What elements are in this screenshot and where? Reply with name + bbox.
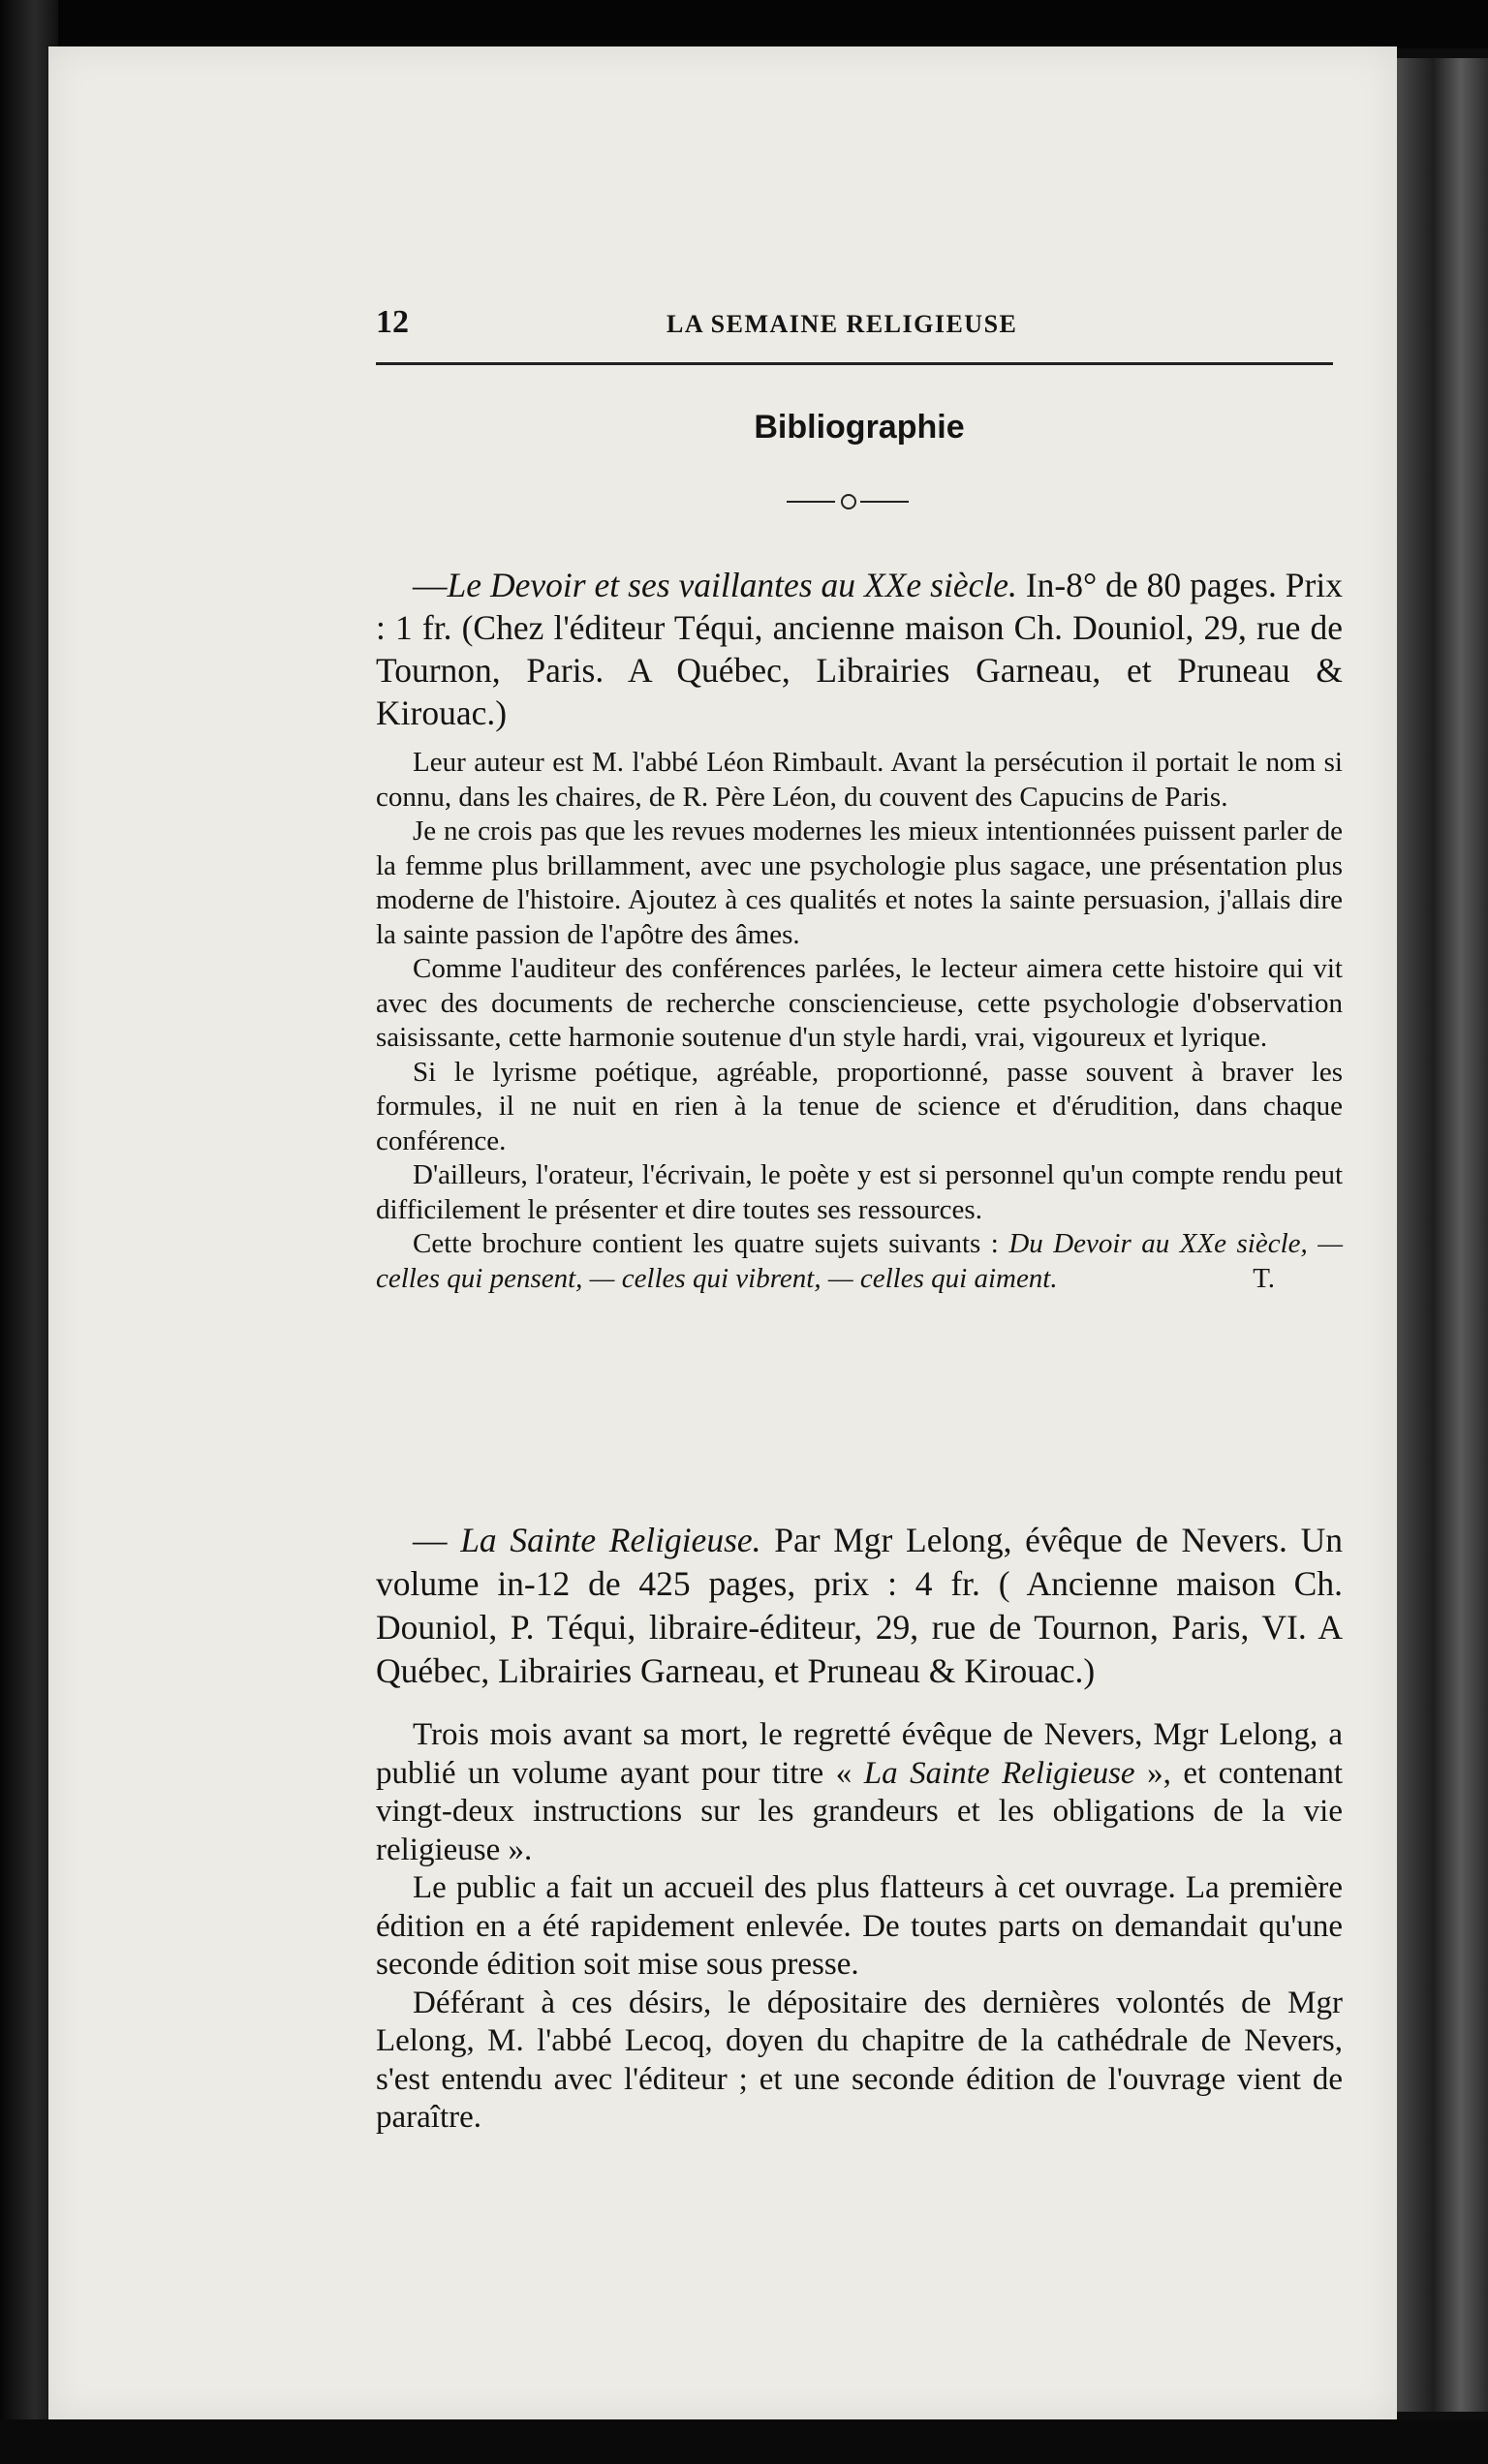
- review-2-paragraph: [376, 1716, 1343, 1869]
- page-number: 12: [376, 304, 409, 340]
- review-1-paragraph: Leur auteur est M. l'abbé Léon Rimbault. Avant la persécution il portait le nom si connu, dans les chaires, de R. Père Léon, du couvent des Capucins de Paris.: [376, 747, 1343, 813]
- entry-dash: —: [413, 566, 448, 604]
- ornament-line-right: [860, 501, 909, 503]
- review-2: [376, 1716, 1343, 2138]
- book-title-2: La Sainte Religieuse.: [460, 1521, 761, 1559]
- review-2-paragraph: Déférant à ces désirs, le dépositaire des dernières volontés de Mgr Lelong, M. l'abbé Lecoq, doyen du chapitre de la cathédrale de Nevers, s'est entendu avec l'éditeur ; et une seconde édition de l'ouvrage vient de paraître.: [376, 1985, 1343, 2135]
- scan-bottom-border: [0, 2419, 1488, 2464]
- book-details-2: Par Mgr Lelong, évêque de Nevers. Un volume in-12 de 425 pages, prix : 4 fr. ( Ancienne maison Ch. Douniol, P. Téqui, libraire-éditeur, 29, rue de Tournon, Paris, VI. A Québec, Librairies Garneau, et Pruneau & Kirouac.): [376, 1521, 1343, 1690]
- review-1-paragraph: Comme l'auditeur des conférences parlées, le lecteur aimera cette histoire qui vit avec des documents de recherche consciencieuse, cette psychologie d'observation saisissante, cette harmonie soutenue d'un style hardi, vrai, vigoureux et lyrique.: [376, 953, 1343, 1053]
- book-entry-1-citation: [376, 564, 1343, 734]
- book-entry-2: [376, 1519, 1343, 1693]
- journal-title: LA SEMAINE RELIGIEUSE: [666, 310, 1018, 338]
- review-2-title: La Sainte Religieuse: [863, 1755, 1135, 1791]
- book-details-1: In-8° de 80 pages. Prix : 1 fr. (Chez l'éditeur Téqui, ancienne maison Ch. Douniol, 29, rue de Tournon, Paris. A Québec, Librairies Garneau, et Pruneau & Kirouac.): [376, 566, 1343, 732]
- header-rule: [376, 362, 1333, 365]
- running-head: [376, 304, 1343, 343]
- review-1: [376, 746, 1343, 1296]
- book-entry-1: [376, 564, 1343, 734]
- scan-right-border: [1397, 58, 1488, 2412]
- book-title-1: Le Devoir et ses vaillantes au XXe siècle.: [447, 566, 1017, 604]
- ornament-circle: [841, 494, 856, 509]
- book-entry-2-citation: [376, 1519, 1343, 1693]
- review-2-paragraph: Le public a fait un accueil des plus flatteurs à cet ouvrage. La première édition en a été rapidement enlevée. De toutes parts on demandait qu'une seconde édition soit mise sous presse.: [376, 1870, 1343, 1982]
- review-2-tail: », et contenant vingt-deux instructions sur les grandeurs et les obligations de la vie religieuse ».: [376, 1755, 1343, 1867]
- review-1-paragraph: D'ailleurs, l'orateur, l'écrivain, le poète y est si personnel qu'un compte rendu peut difficilement le présenter et dire toutes ses ressources.: [376, 1159, 1343, 1225]
- contents-lead: Cette brochure contient les quatre sujets suivants :: [413, 1228, 1009, 1259]
- review-1-paragraph: Si le lyrisme poétique, agréable, proportionné, passe souvent à braver les formules, il ne nuit en rien à la tenue de science et d'érudition, dans chaque conférence.: [376, 1056, 1343, 1156]
- ornament-line-left: [787, 501, 835, 503]
- contents-list: Du Devoir au XXe siècle, — celles qui pensent, — celles qui vibrent, — celles qui aiment.: [376, 1228, 1344, 1294]
- review-signature: T.: [1253, 1262, 1275, 1294]
- ornament-divider: [787, 492, 909, 511]
- section-title: Bibliographie: [754, 409, 965, 446]
- entry-dash: —: [413, 1521, 461, 1559]
- review-2-lead: Trois mois avant sa mort, le regretté évêque de Nevers, Mgr Lelong, a publié un volume ayant pour titre «: [376, 1717, 1343, 1791]
- page-sheet: [48, 46, 1397, 2419]
- scan-top-border: [0, 0, 1488, 48]
- review-1-paragraph: Je ne crois pas que les revues modernes les mieux intentionnées puissent parler de la femme plus brillamment, avec une psychologie plus sagace, une présentation plus moderne de l'histoire. Ajoutez à ces qualités et notes la sainte persuasion, j'allais dire la sainte passion de l'apôtre des âmes.: [376, 816, 1343, 950]
